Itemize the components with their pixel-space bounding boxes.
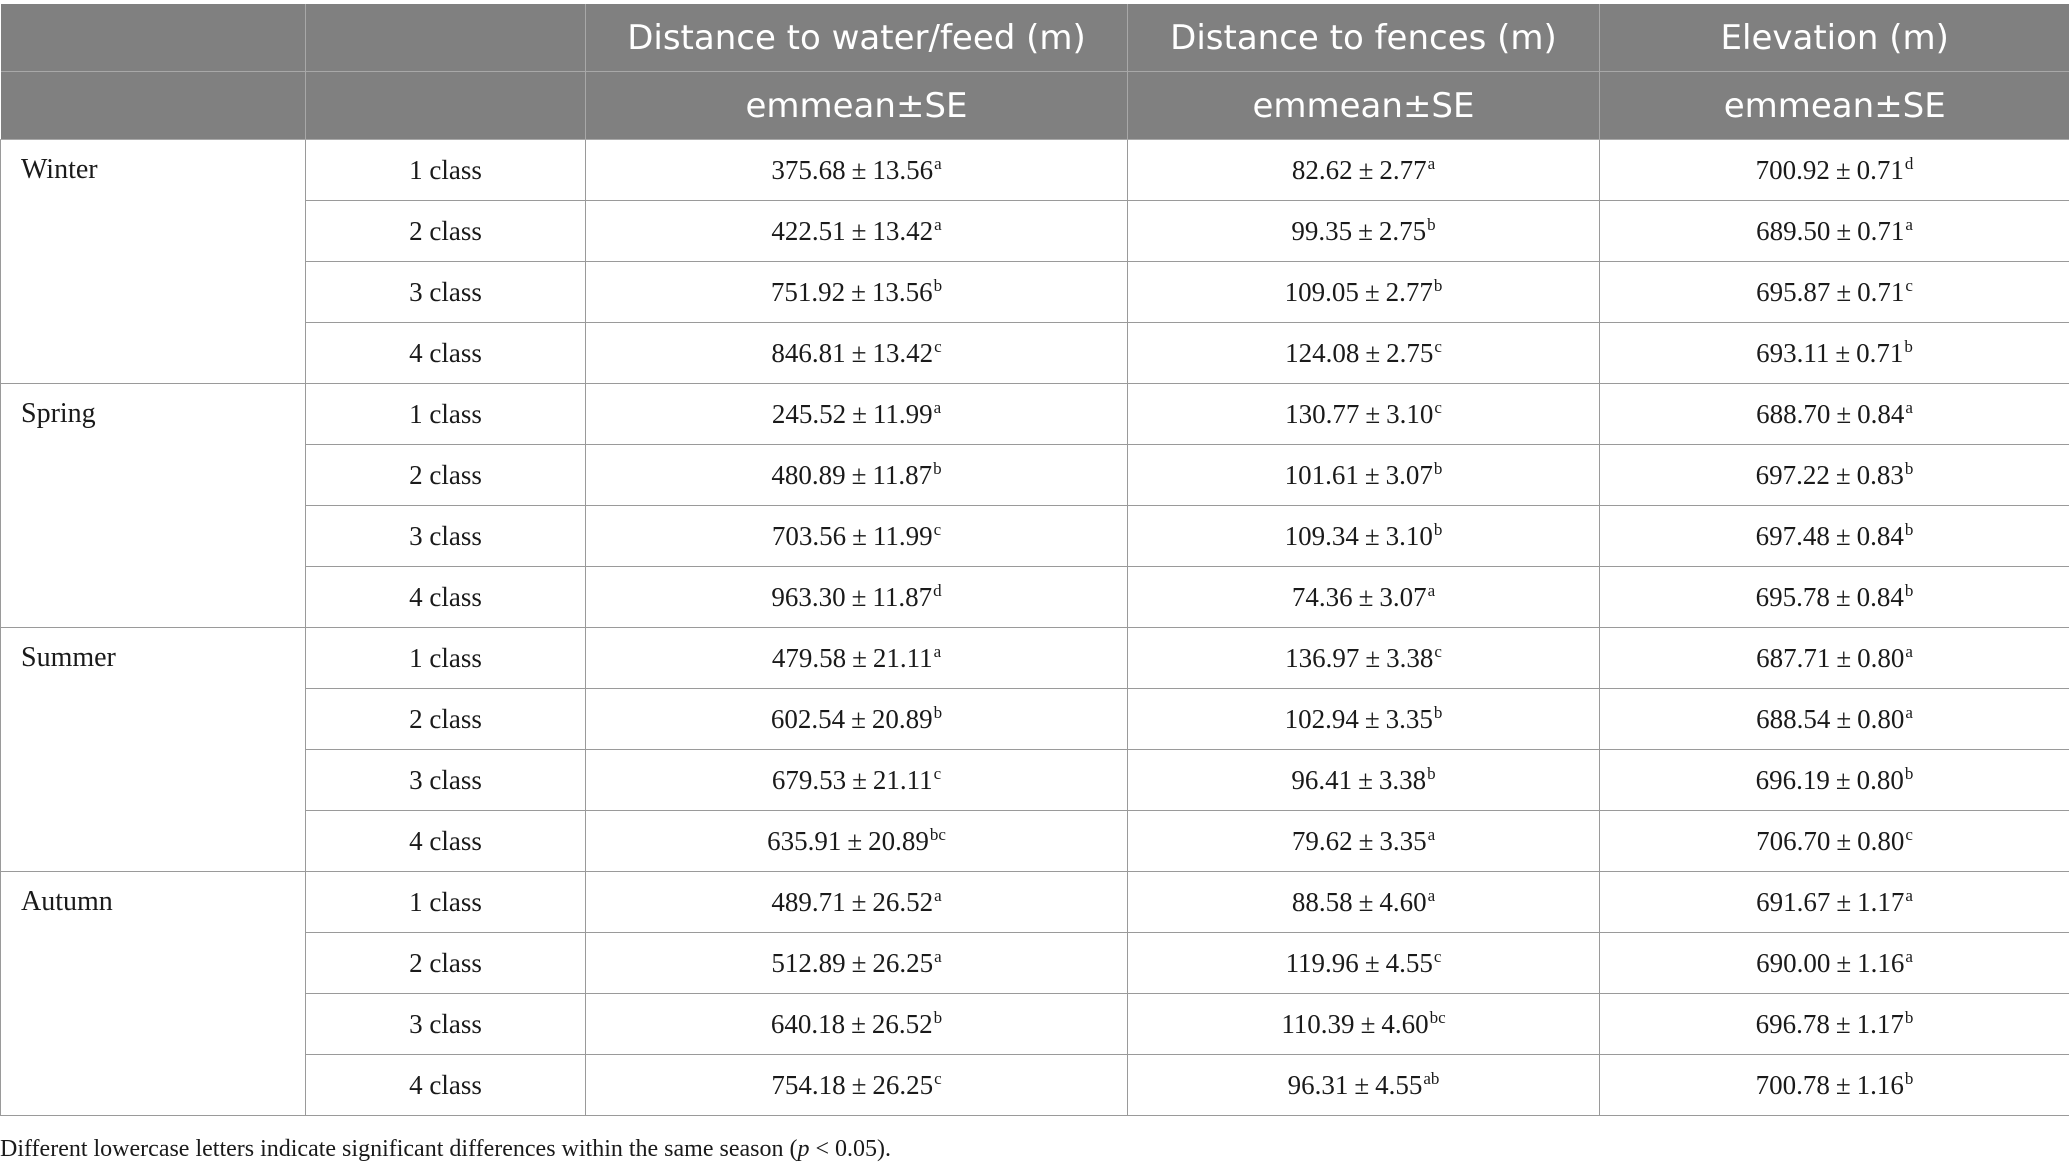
plus-minus-sign: ± bbox=[1835, 337, 1851, 368]
emmean-value: 74.36 bbox=[1291, 581, 1353, 612]
se-value: 11.87 bbox=[872, 459, 933, 490]
emmean-value: 102.94 bbox=[1284, 703, 1359, 734]
se-value: 26.25 bbox=[872, 947, 934, 978]
significance-letter: c bbox=[1434, 336, 1442, 356]
header-cell-water-feed: Distance to water/feed (m) bbox=[586, 4, 1128, 72]
plus-minus-sign: ± bbox=[1365, 398, 1381, 429]
plus-minus-sign: ± bbox=[852, 398, 867, 429]
water-feed-value-cell bbox=[586, 872, 1128, 933]
se-value: 2.77 bbox=[1379, 154, 1427, 185]
plus-minus-sign: ± bbox=[1836, 886, 1852, 917]
plus-minus-sign: ± bbox=[1358, 581, 1374, 612]
emmean-value: 82.62 bbox=[1291, 154, 1353, 185]
elevation-value-cell bbox=[1600, 384, 2069, 445]
plus-minus-sign: ± bbox=[1835, 764, 1851, 795]
class-label: 3 class bbox=[306, 506, 586, 567]
significance-letter: b bbox=[1433, 458, 1443, 478]
significance-letter: a bbox=[1905, 641, 1913, 661]
se-value: 4.60 bbox=[1379, 886, 1427, 917]
se-value: 1.16 bbox=[1856, 1069, 1904, 1100]
header-cell-class bbox=[306, 4, 586, 72]
emmean-value: 679.53 bbox=[771, 764, 847, 795]
emmean-value: 697.48 bbox=[1755, 520, 1830, 551]
plus-minus-sign: ± bbox=[1364, 276, 1380, 307]
emmean-value: 480.89 bbox=[771, 459, 846, 490]
plus-minus-sign: ± bbox=[1835, 1069, 1851, 1100]
fences-value-cell bbox=[1128, 567, 1600, 628]
plus-minus-sign: ± bbox=[1836, 276, 1852, 307]
se-value: 0.84 bbox=[1856, 581, 1904, 612]
se-value: 3.07 bbox=[1385, 459, 1433, 490]
water-feed-value-cell bbox=[586, 933, 1128, 994]
significance-letter: c bbox=[933, 763, 942, 783]
emmean-value: 754.18 bbox=[771, 1069, 846, 1100]
se-value: 11.99 bbox=[872, 398, 933, 429]
emmean-value: 136.97 bbox=[1285, 642, 1360, 673]
water-feed-value-cell bbox=[586, 1055, 1128, 1116]
fences-value-cell bbox=[1128, 384, 1600, 445]
table-row bbox=[1, 872, 2069, 933]
table-row bbox=[1, 384, 2069, 445]
plus-minus-sign: ± bbox=[847, 825, 863, 856]
elevation-value-cell bbox=[1600, 262, 2069, 323]
plus-minus-sign: ± bbox=[852, 642, 867, 673]
se-value: 3.38 bbox=[1386, 642, 1434, 673]
se-value: 20.89 bbox=[868, 825, 929, 856]
significance-letter: c bbox=[1433, 946, 1442, 966]
significance-letter: d bbox=[933, 580, 942, 600]
se-value: 26.52 bbox=[871, 1008, 933, 1039]
emmean-value: 602.54 bbox=[770, 703, 846, 734]
water-feed-value-cell bbox=[586, 750, 1128, 811]
header-cell-season bbox=[1, 4, 306, 72]
class-label: 1 class bbox=[306, 384, 586, 445]
plus-minus-sign: ± bbox=[1358, 215, 1373, 246]
fences-value-cell bbox=[1128, 750, 1600, 811]
fences-value-cell bbox=[1128, 872, 1600, 933]
class-label: 2 class bbox=[306, 933, 586, 994]
table-row bbox=[1, 689, 2069, 750]
elevation-value-cell bbox=[1600, 201, 2069, 262]
significance-letter: a bbox=[1905, 702, 1913, 722]
water-feed-value-cell bbox=[586, 201, 1128, 262]
plus-minus-sign: ± bbox=[1358, 154, 1374, 185]
plus-minus-sign: ± bbox=[1360, 1008, 1376, 1039]
significance-letter: a bbox=[1905, 946, 1913, 966]
significance-letter: a bbox=[1427, 580, 1436, 600]
plus-minus-sign: ± bbox=[1364, 947, 1380, 978]
plus-minus-sign: ± bbox=[1835, 520, 1851, 551]
significance-letter: a bbox=[1905, 885, 1913, 905]
table-row bbox=[1, 201, 2069, 262]
significance-letter: c bbox=[934, 1068, 942, 1088]
emmean-value: 846.81 bbox=[771, 337, 846, 368]
footnote-p-symbol: p bbox=[797, 1136, 810, 1162]
emmean-value: 109.34 bbox=[1284, 520, 1359, 551]
significance-letter: b bbox=[1427, 763, 1436, 783]
class-label: 3 class bbox=[306, 262, 586, 323]
elevation-value-cell bbox=[1600, 506, 2069, 567]
plus-minus-sign: ± bbox=[1358, 764, 1373, 795]
footnote-text-after: < 0.05). bbox=[809, 1136, 892, 1162]
se-value: 11.87 bbox=[872, 581, 933, 612]
table-row bbox=[1, 506, 2069, 567]
se-value: 3.38 bbox=[1378, 764, 1427, 795]
class-label: 1 class bbox=[306, 872, 586, 933]
water-feed-value-cell bbox=[586, 384, 1128, 445]
se-value: 0.80 bbox=[1857, 703, 1905, 734]
header-row bbox=[1, 4, 2069, 72]
se-value: 26.52 bbox=[872, 886, 934, 917]
emmean-value: 375.68 bbox=[771, 154, 846, 185]
water-feed-value-cell bbox=[586, 262, 1128, 323]
elevation-value-cell bbox=[1600, 689, 2069, 750]
plus-minus-sign: ± bbox=[1358, 886, 1374, 917]
significance-letter: b bbox=[933, 1007, 943, 1027]
table-row bbox=[1, 811, 2069, 872]
significance-letter: a bbox=[1905, 214, 1913, 234]
header-cell-fences: Distance to fences (m) bbox=[1128, 4, 1600, 72]
class-label: 2 class bbox=[306, 445, 586, 506]
significance-letter: b bbox=[1904, 1007, 1914, 1027]
emmean-value: 489.71 bbox=[771, 886, 846, 917]
season-label: Spring bbox=[1, 384, 306, 628]
se-value: 0.84 bbox=[1857, 398, 1905, 429]
emmean-value: 130.77 bbox=[1285, 398, 1360, 429]
class-label: 2 class bbox=[306, 201, 586, 262]
emmean-value: 688.70 bbox=[1756, 398, 1831, 429]
significance-letter: b bbox=[933, 458, 942, 478]
emmean-value: 109.05 bbox=[1284, 276, 1359, 307]
table-row bbox=[1, 628, 2069, 689]
se-value: 21.11 bbox=[872, 642, 933, 673]
subheader-cell-season bbox=[1, 72, 306, 140]
fences-value-cell bbox=[1128, 323, 1600, 384]
plus-minus-sign: ± bbox=[1835, 459, 1851, 490]
significance-letter: b bbox=[1433, 519, 1443, 539]
fences-value-cell bbox=[1128, 262, 1600, 323]
significance-letter: a bbox=[1427, 153, 1436, 173]
class-label: 4 class bbox=[306, 1055, 586, 1116]
se-value: 2.77 bbox=[1385, 276, 1433, 307]
plus-minus-sign: ± bbox=[851, 947, 867, 978]
significance-letter: b bbox=[1433, 275, 1443, 295]
emmean-value: 696.78 bbox=[1755, 1008, 1830, 1039]
table-row bbox=[1, 994, 2069, 1055]
plus-minus-sign: ± bbox=[851, 154, 867, 185]
emmean-value: 687.71 bbox=[1756, 642, 1831, 673]
se-value: 1.17 bbox=[1856, 1008, 1904, 1039]
emmean-value: 96.41 bbox=[1291, 764, 1353, 795]
elevation-value-cell bbox=[1600, 323, 2069, 384]
table-row bbox=[1, 445, 2069, 506]
significance-letter: b bbox=[1904, 458, 1914, 478]
header-cell-elevation: Elevation (m) bbox=[1600, 4, 2069, 72]
emmean-value: 88.58 bbox=[1291, 886, 1353, 917]
season-label: Summer bbox=[1, 628, 306, 872]
significance-letter: a bbox=[934, 885, 942, 905]
significance-letter: b bbox=[1904, 519, 1914, 539]
table-body bbox=[1, 140, 2069, 1116]
se-value: 13.56 bbox=[872, 154, 934, 185]
table-footnote bbox=[0, 1136, 891, 1163]
se-value: 3.35 bbox=[1385, 703, 1433, 734]
plus-minus-sign: ± bbox=[1836, 642, 1852, 673]
subheader-cell-class bbox=[306, 72, 586, 140]
se-value: 3.10 bbox=[1386, 398, 1434, 429]
emmean-value: 79.62 bbox=[1291, 825, 1353, 856]
significance-letter: b bbox=[933, 702, 943, 722]
significance-letter: bc bbox=[929, 824, 946, 844]
water-feed-value-cell bbox=[586, 811, 1128, 872]
se-value: 0.84 bbox=[1856, 520, 1904, 551]
plus-minus-sign: ± bbox=[1364, 459, 1380, 490]
plus-minus-sign: ± bbox=[1365, 337, 1381, 368]
significance-letter: a bbox=[934, 153, 942, 173]
emmean-value: 96.31 bbox=[1287, 1069, 1349, 1100]
se-value: 1.17 bbox=[1857, 886, 1905, 917]
se-value: 0.71 bbox=[1856, 337, 1904, 368]
fences-value-cell bbox=[1128, 506, 1600, 567]
se-value: 26.25 bbox=[872, 1069, 934, 1100]
se-value: 11.99 bbox=[872, 520, 933, 551]
significance-letter: c bbox=[1434, 397, 1442, 417]
table-head bbox=[1, 4, 2069, 140]
fences-value-cell bbox=[1128, 689, 1600, 750]
water-feed-value-cell bbox=[586, 628, 1128, 689]
subheader-cell-fences: emmean±SE bbox=[1128, 72, 1600, 140]
significance-letter: b bbox=[933, 275, 943, 295]
se-value: 4.60 bbox=[1381, 1008, 1429, 1039]
data-table bbox=[0, 4, 2069, 1116]
se-value: 21.11 bbox=[872, 764, 933, 795]
elevation-value-cell bbox=[1600, 750, 2069, 811]
water-feed-value-cell bbox=[586, 994, 1128, 1055]
elevation-value-cell bbox=[1600, 872, 2069, 933]
fences-value-cell bbox=[1128, 445, 1600, 506]
emmean-value: 245.52 bbox=[771, 398, 847, 429]
fences-value-cell bbox=[1128, 933, 1600, 994]
se-value: 1.16 bbox=[1857, 947, 1905, 978]
se-value: 2.75 bbox=[1386, 337, 1434, 368]
emmean-value: 963.30 bbox=[771, 581, 846, 612]
plus-minus-sign: ± bbox=[852, 520, 867, 551]
fences-value-cell bbox=[1128, 140, 1600, 201]
water-feed-value-cell bbox=[586, 445, 1128, 506]
emmean-value: 640.18 bbox=[770, 1008, 846, 1039]
table-row bbox=[1, 262, 2069, 323]
se-value: 13.42 bbox=[872, 337, 934, 368]
se-value: 4.55 bbox=[1385, 947, 1433, 978]
elevation-value-cell bbox=[1600, 567, 2069, 628]
emmean-value: 479.58 bbox=[771, 642, 847, 673]
class-label: 1 class bbox=[306, 628, 586, 689]
significance-letter: c bbox=[934, 336, 942, 356]
emmean-value: 696.19 bbox=[1755, 764, 1830, 795]
table-row bbox=[1, 1055, 2069, 1116]
significance-letter: c bbox=[933, 519, 942, 539]
emmean-value: 695.87 bbox=[1756, 276, 1831, 307]
se-value: 13.56 bbox=[871, 276, 933, 307]
significance-letter: bc bbox=[1429, 1007, 1446, 1027]
plus-minus-sign: ± bbox=[1365, 642, 1381, 673]
emmean-value: 99.35 bbox=[1291, 215, 1353, 246]
plus-minus-sign: ± bbox=[851, 703, 866, 734]
emmean-value: 688.54 bbox=[1756, 703, 1831, 734]
fences-value-cell bbox=[1128, 1055, 1600, 1116]
plus-minus-sign: ± bbox=[851, 337, 867, 368]
significance-letter: a bbox=[1427, 885, 1436, 905]
se-value: 0.71 bbox=[1857, 215, 1905, 246]
plus-minus-sign: ± bbox=[851, 276, 866, 307]
emmean-value: 703.56 bbox=[771, 520, 847, 551]
plus-minus-sign: ± bbox=[1364, 703, 1380, 734]
se-value: 3.10 bbox=[1385, 520, 1433, 551]
significance-letter: b bbox=[1904, 336, 1913, 356]
plus-minus-sign: ± bbox=[1364, 520, 1380, 551]
water-feed-value-cell bbox=[586, 689, 1128, 750]
significance-letter: b bbox=[1433, 702, 1443, 722]
elevation-value-cell bbox=[1600, 1055, 2069, 1116]
class-label: 4 class bbox=[306, 323, 586, 384]
elevation-value-cell bbox=[1600, 140, 2069, 201]
se-value: 0.71 bbox=[1856, 154, 1904, 185]
footnote-text-before: Different lowercase letters indicate significant differences within the same season ( bbox=[0, 1136, 798, 1162]
class-label: 3 class bbox=[306, 750, 586, 811]
plus-minus-sign: ± bbox=[1835, 581, 1851, 612]
emmean-value: 110.39 bbox=[1281, 1008, 1355, 1039]
elevation-value-cell bbox=[1600, 445, 2069, 506]
emmean-value: 422.51 bbox=[771, 215, 846, 246]
se-value: 0.71 bbox=[1857, 276, 1905, 307]
elevation-value-cell bbox=[1600, 811, 2069, 872]
emmean-value: 119.96 bbox=[1285, 947, 1359, 978]
emmean-value: 689.50 bbox=[1756, 215, 1831, 246]
se-value: 0.83 bbox=[1856, 459, 1904, 490]
emmean-value: 101.61 bbox=[1284, 459, 1359, 490]
se-value: 0.80 bbox=[1857, 825, 1905, 856]
class-label: 4 class bbox=[306, 567, 586, 628]
se-value: 3.07 bbox=[1379, 581, 1427, 612]
se-value: 2.75 bbox=[1378, 215, 1427, 246]
fences-value-cell bbox=[1128, 811, 1600, 872]
emmean-value: 706.70 bbox=[1756, 825, 1831, 856]
emmean-value: 700.92 bbox=[1755, 154, 1830, 185]
emmean-value: 697.22 bbox=[1755, 459, 1830, 490]
season-label: Autumn bbox=[1, 872, 306, 1116]
plus-minus-sign: ± bbox=[851, 1069, 867, 1100]
emmean-value: 695.78 bbox=[1755, 581, 1830, 612]
se-value: 0.80 bbox=[1857, 642, 1905, 673]
se-value: 13.42 bbox=[872, 215, 934, 246]
table-row bbox=[1, 140, 2069, 201]
emmean-value: 691.67 bbox=[1756, 886, 1831, 917]
water-feed-value-cell bbox=[586, 567, 1128, 628]
significance-letter: d bbox=[1904, 153, 1914, 173]
class-label: 4 class bbox=[306, 811, 586, 872]
significance-letter: c bbox=[1434, 641, 1442, 661]
table-row bbox=[1, 750, 2069, 811]
subheader-row bbox=[1, 72, 2069, 140]
subheader-cell-elevation: emmean±SE bbox=[1600, 72, 2069, 140]
significance-letter: c bbox=[1905, 824, 1913, 844]
significance-letter: b bbox=[1427, 214, 1436, 234]
plus-minus-sign: ± bbox=[1836, 825, 1852, 856]
plus-minus-sign: ± bbox=[1836, 703, 1852, 734]
significance-letter: a bbox=[934, 214, 942, 234]
emmean-value: 690.00 bbox=[1756, 947, 1831, 978]
table-row bbox=[1, 567, 2069, 628]
significance-letter: b bbox=[1904, 1068, 1914, 1088]
elevation-value-cell bbox=[1600, 628, 2069, 689]
plus-minus-sign: ± bbox=[1836, 947, 1852, 978]
significance-letter: b bbox=[1904, 763, 1914, 783]
emmean-value: 693.11 bbox=[1756, 337, 1830, 368]
elevation-value-cell bbox=[1600, 933, 2069, 994]
plus-minus-sign: ± bbox=[1836, 215, 1852, 246]
significance-letter: a bbox=[934, 946, 942, 966]
plus-minus-sign: ± bbox=[851, 581, 867, 612]
plus-minus-sign: ± bbox=[1835, 1008, 1851, 1039]
class-label: 1 class bbox=[306, 140, 586, 201]
fences-value-cell bbox=[1128, 628, 1600, 689]
emmean-value: 700.78 bbox=[1755, 1069, 1830, 1100]
emmean-value: 751.92 bbox=[770, 276, 846, 307]
significance-letter: a bbox=[933, 641, 942, 661]
se-value: 20.89 bbox=[871, 703, 933, 734]
plus-minus-sign: ± bbox=[851, 215, 867, 246]
significance-letter: ab bbox=[1423, 1068, 1440, 1088]
class-label: 3 class bbox=[306, 994, 586, 1055]
water-feed-value-cell bbox=[586, 140, 1128, 201]
significance-letter: c bbox=[1905, 275, 1913, 295]
elevation-value-cell bbox=[1600, 994, 2069, 1055]
class-label: 2 class bbox=[306, 689, 586, 750]
season-label: Winter bbox=[1, 140, 306, 384]
significance-letter: b bbox=[1904, 580, 1914, 600]
plus-minus-sign: ± bbox=[852, 764, 867, 795]
plus-minus-sign: ± bbox=[1354, 1069, 1370, 1100]
plus-minus-sign: ± bbox=[851, 886, 867, 917]
plus-minus-sign: ± bbox=[851, 459, 867, 490]
plus-minus-sign: ± bbox=[1358, 825, 1374, 856]
emmean-value: 512.89 bbox=[771, 947, 846, 978]
water-feed-value-cell bbox=[586, 323, 1128, 384]
table-row bbox=[1, 933, 2069, 994]
se-value: 4.55 bbox=[1375, 1069, 1423, 1100]
significance-letter: a bbox=[1905, 397, 1913, 417]
plus-minus-sign: ± bbox=[1835, 154, 1851, 185]
se-value: 3.35 bbox=[1379, 825, 1427, 856]
significance-letter: a bbox=[933, 397, 942, 417]
significance-letter: a bbox=[1427, 824, 1436, 844]
fences-value-cell bbox=[1128, 201, 1600, 262]
table-row bbox=[1, 323, 2069, 384]
fences-value-cell bbox=[1128, 994, 1600, 1055]
emmean-value: 124.08 bbox=[1285, 337, 1360, 368]
se-value: 0.80 bbox=[1856, 764, 1904, 795]
emmean-value: 635.91 bbox=[767, 825, 842, 856]
plus-minus-sign: ± bbox=[1836, 398, 1852, 429]
subheader-cell-water-feed: emmean±SE bbox=[586, 72, 1128, 140]
plus-minus-sign: ± bbox=[851, 1008, 866, 1039]
water-feed-value-cell bbox=[586, 506, 1128, 567]
